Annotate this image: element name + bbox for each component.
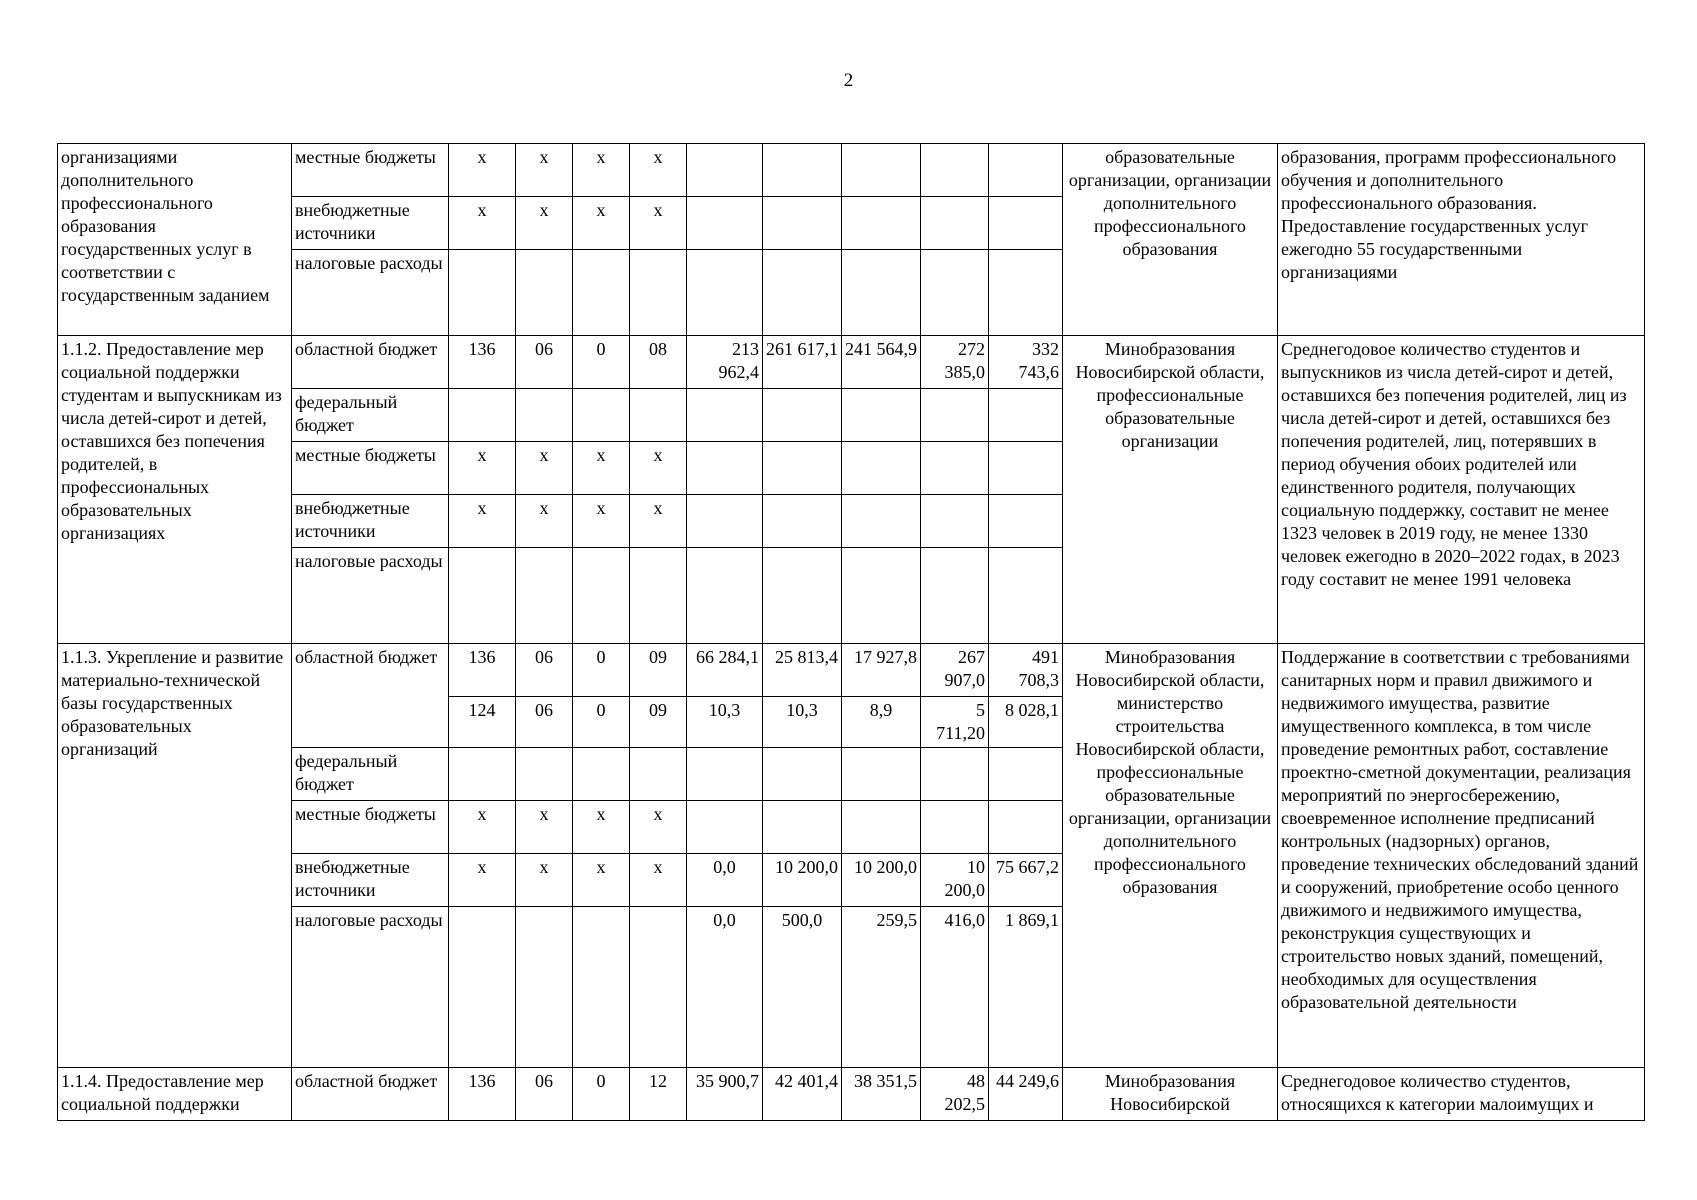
- year-value-cell: 17 927,8: [842, 644, 921, 697]
- funding-source: налоговые расходы: [292, 250, 449, 336]
- code-cell: [630, 389, 687, 442]
- code-cell: х: [630, 495, 687, 548]
- expected-result: Среднегодовое количество студентов и выпускников из числа детей-сирот и детей, оставшихся без попечения родителей, лиц из числа детей-сирот и детей, оставшихся без попечения родителей, лиц, потерявших в период обучения обоих родителей или единственного родителя, получающих социальную поддержку, составит не менее 1323 человек в 2019 году, не менее 1330 человек ежегодно в 2020–2022 годах, в 2023 году составит не менее 1991 человека: [1278, 336, 1645, 644]
- page-number: 2: [843, 70, 854, 91]
- year-value-cell: [687, 748, 763, 801]
- code-cell: х: [573, 144, 630, 197]
- code-cell: 12: [630, 1068, 687, 1121]
- year-value-cell: 241 564,9: [842, 336, 921, 389]
- year-value-cell: 66 284,1: [687, 644, 763, 697]
- year-value-cell: 259,5: [842, 907, 921, 1068]
- year-value-cell: [989, 442, 1063, 495]
- year-value-cell: 261 617,1: [763, 336, 842, 389]
- code-cell: [630, 748, 687, 801]
- year-value-cell: 42 401,4: [763, 1068, 842, 1121]
- code-cell: [630, 907, 687, 1068]
- code-cell: х: [449, 854, 516, 907]
- funding-source: местные бюджеты: [292, 442, 449, 495]
- code-cell: [516, 907, 573, 1068]
- year-value-cell: [763, 801, 842, 854]
- code-cell: х: [630, 197, 687, 250]
- table-row: [58, 1068, 1645, 1121]
- code-cell: 0: [573, 697, 630, 748]
- funding-source: внебюджетные источники: [292, 854, 449, 907]
- code-cell: х: [573, 854, 630, 907]
- year-value-cell: [842, 144, 921, 197]
- code-cell: х: [449, 197, 516, 250]
- funding-source: внебюджетные источники: [292, 197, 449, 250]
- code-cell: х: [630, 854, 687, 907]
- year-value-cell: 1 869,1: [989, 907, 1063, 1068]
- year-value-cell: 48 202,5: [921, 1068, 989, 1121]
- code-cell: [630, 548, 687, 644]
- code-cell: х: [573, 495, 630, 548]
- year-value-cell: [763, 442, 842, 495]
- year-value-cell: 5 711,20: [921, 697, 989, 748]
- code-cell: [449, 907, 516, 1068]
- code-cell: 06: [516, 1068, 573, 1121]
- funding-source: областной бюджет: [292, 336, 449, 389]
- code-cell: 06: [516, 336, 573, 389]
- code-cell: 136: [449, 336, 516, 389]
- code-cell: [449, 389, 516, 442]
- code-cell: [573, 748, 630, 801]
- year-value-cell: [921, 197, 989, 250]
- code-cell: х: [630, 144, 687, 197]
- year-value-cell: 38 351,5: [842, 1068, 921, 1121]
- code-cell: [449, 250, 516, 336]
- year-value-cell: [842, 389, 921, 442]
- year-value-cell: 267 907,0: [921, 644, 989, 697]
- activity-description: 1.1.4. Предоставление мер социальной поддержки: [58, 1068, 292, 1121]
- year-value-cell: 10 200,0: [763, 854, 842, 907]
- code-cell: х: [449, 442, 516, 495]
- funding-source: федеральный бюджет: [292, 389, 449, 442]
- code-cell: 136: [449, 1068, 516, 1121]
- year-value-cell: [921, 250, 989, 336]
- code-cell: 09: [630, 644, 687, 697]
- table-row: [58, 336, 1645, 389]
- code-cell: х: [573, 442, 630, 495]
- program-activities-table: [57, 143, 1645, 1121]
- responsible-executor: Минобразования Новосибирской: [1063, 1068, 1278, 1121]
- year-value-cell: [989, 250, 1063, 336]
- code-cell: [449, 548, 516, 644]
- expected-result: Поддержание в соответствии с требованиями санитарных норм и правил движимого и недвижимого имущества, развитие имущественного комплекса, в том числе проведение ремонтных работ, составление проектно-сметной документации, реализация мероприятий по энергосбережению, своевременное исполнение предписаний контрольных (надзорных) органов, проведение технических обследований зданий и сооружений, приобретение особо ценного движимого и недвижимого имущества, реконструкция существующих и строительство новых зданий, помещений, необходимых для осуществления образовательной деятельности: [1278, 644, 1645, 1068]
- year-value-cell: 25 813,4: [763, 644, 842, 697]
- year-value-cell: [763, 495, 842, 548]
- expected-result: Среднегодовое количество студентов, относящихся к категории малоимущих и: [1278, 1068, 1645, 1121]
- code-cell: х: [449, 495, 516, 548]
- year-value-cell: [687, 197, 763, 250]
- year-value-cell: 0,0: [687, 907, 763, 1068]
- year-value-cell: [989, 197, 1063, 250]
- code-cell: х: [516, 197, 573, 250]
- year-value-cell: [763, 389, 842, 442]
- year-value-cell: [687, 801, 763, 854]
- code-cell: х: [516, 854, 573, 907]
- year-value-cell: 75 667,2: [989, 854, 1063, 907]
- year-value-cell: [842, 197, 921, 250]
- year-value-cell: [763, 144, 842, 197]
- activity-description: организациями дополнительного профессионального образования государственных услуг в соответствии с государственным заданием: [58, 144, 292, 336]
- year-value-cell: [989, 748, 1063, 801]
- year-value-cell: 10 200,0: [842, 854, 921, 907]
- year-value-cell: [842, 548, 921, 644]
- funding-source: налоговые расходы: [292, 907, 449, 1068]
- responsible-executor: образовательные организации, организации дополнительного профессионального образования: [1063, 144, 1278, 336]
- code-cell: 0: [573, 1068, 630, 1121]
- year-value-cell: [989, 144, 1063, 197]
- year-value-cell: [842, 495, 921, 548]
- funding-source: областной бюджет: [292, 1068, 449, 1121]
- year-value-cell: [687, 548, 763, 644]
- code-cell: х: [630, 442, 687, 495]
- year-value-cell: 332 743,6: [989, 336, 1063, 389]
- code-cell: 0: [573, 336, 630, 389]
- code-cell: [573, 548, 630, 644]
- year-value-cell: [763, 197, 842, 250]
- code-cell: х: [573, 197, 630, 250]
- code-cell: х: [516, 495, 573, 548]
- funding-source: местные бюджеты: [292, 801, 449, 854]
- year-value-cell: [687, 389, 763, 442]
- year-value-cell: 0,0: [687, 854, 763, 907]
- year-value-cell: [921, 389, 989, 442]
- year-value-cell: [763, 748, 842, 801]
- funding-source: федеральный бюджет: [292, 748, 449, 801]
- code-cell: 124: [449, 697, 516, 748]
- code-cell: х: [449, 801, 516, 854]
- activity-description: 1.1.2. Предоставление мер социальной поддержки студентам и выпускникам из числа детей-сирот и детей, оставшихся без попечения родителей, в профессиональных образовательных организациях: [58, 336, 292, 644]
- year-value-cell: 272 385,0: [921, 336, 989, 389]
- code-cell: 09: [630, 697, 687, 748]
- year-value-cell: [989, 801, 1063, 854]
- year-value-cell: [687, 495, 763, 548]
- year-value-cell: [842, 801, 921, 854]
- year-value-cell: [687, 144, 763, 197]
- year-value-cell: [921, 801, 989, 854]
- year-value-cell: [921, 144, 989, 197]
- year-value-cell: 44 249,6: [989, 1068, 1063, 1121]
- year-value-cell: [989, 495, 1063, 548]
- funding-source: местные бюджеты: [292, 144, 449, 197]
- code-cell: х: [516, 442, 573, 495]
- table-row: [58, 644, 1645, 697]
- code-cell: 06: [516, 644, 573, 697]
- code-cell: [573, 250, 630, 336]
- code-cell: [516, 548, 573, 644]
- year-value-cell: 10 200,0: [921, 854, 989, 907]
- responsible-executor: Минобразования Новосибирской области, министерство строительства Новосибирской области, профессиональные образовательные организации, организации дополнительного профессионального образования: [1063, 644, 1278, 1068]
- table-row: [58, 144, 1645, 197]
- year-value-cell: [921, 748, 989, 801]
- year-value-cell: 491 708,3: [989, 644, 1063, 697]
- code-cell: 136: [449, 644, 516, 697]
- year-value-cell: [842, 250, 921, 336]
- year-value-cell: [763, 250, 842, 336]
- funding-source: внебюджетные источники: [292, 495, 449, 548]
- year-value-cell: [842, 442, 921, 495]
- code-cell: х: [449, 144, 516, 197]
- funding-source: областной бюджет: [292, 644, 449, 748]
- year-value-cell: [921, 548, 989, 644]
- code-cell: [449, 748, 516, 801]
- activity-description: 1.1.3. Укрепление и развитие материально-технической базы государственных образовательных организаций: [58, 644, 292, 1068]
- year-value-cell: 500,0: [763, 907, 842, 1068]
- code-cell: х: [516, 144, 573, 197]
- expected-result: образования, программ профессионального обучения и дополнительного профессионального образования. Предоставление государственных услуг ежегодно 55 государственными организациями: [1278, 144, 1645, 336]
- year-value-cell: 8 028,1: [989, 697, 1063, 748]
- year-value-cell: 213 962,4: [687, 336, 763, 389]
- year-value-cell: [921, 495, 989, 548]
- year-value-cell: [842, 748, 921, 801]
- code-cell: [630, 250, 687, 336]
- code-cell: х: [573, 801, 630, 854]
- year-value-cell: [763, 548, 842, 644]
- year-value-cell: 8,9: [842, 697, 921, 748]
- year-value-cell: [687, 250, 763, 336]
- code-cell: 06: [516, 697, 573, 748]
- year-value-cell: 10,3: [687, 697, 763, 748]
- year-value-cell: [921, 442, 989, 495]
- code-cell: 08: [630, 336, 687, 389]
- code-cell: [516, 389, 573, 442]
- code-cell: х: [630, 801, 687, 854]
- code-cell: [516, 748, 573, 801]
- year-value-cell: [989, 389, 1063, 442]
- responsible-executor: Минобразования Новосибирской области, профессиональные образовательные организации: [1063, 336, 1278, 644]
- year-value-cell: [989, 548, 1063, 644]
- funding-source: налоговые расходы: [292, 548, 449, 644]
- year-value-cell: [687, 442, 763, 495]
- code-cell: [573, 907, 630, 1068]
- year-value-cell: 35 900,7: [687, 1068, 763, 1121]
- year-value-cell: 10,3: [763, 697, 842, 748]
- code-cell: х: [516, 801, 573, 854]
- code-cell: 0: [573, 644, 630, 697]
- code-cell: [516, 250, 573, 336]
- year-value-cell: 416,0: [921, 907, 989, 1068]
- code-cell: [573, 389, 630, 442]
